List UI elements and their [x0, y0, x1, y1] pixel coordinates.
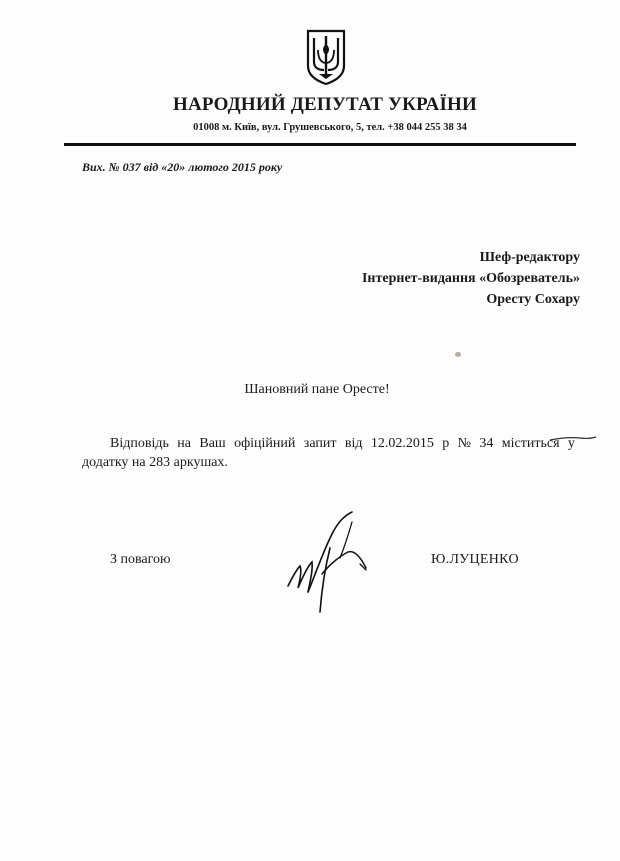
addressee-organization: Інтернет-видання «Обозреватель»: [361, 271, 580, 286]
body-word: запит: [303, 436, 337, 451]
body-word: 12.02.2015: [370, 436, 434, 451]
handwritten-signature-icon: [282, 508, 382, 616]
body-word: р: [442, 436, 450, 451]
margin-pen-stroke: [548, 432, 598, 446]
signer-name: Ю.ЛУЦЕНКО: [431, 552, 519, 567]
addressee-position: Шеф-редактору: [479, 250, 580, 265]
body-word: №: [457, 436, 472, 451]
addressee-block: [362, 247, 580, 310]
trident-coat-of-arms-icon: [305, 28, 347, 86]
greeting: Шановний пане Оресте!: [244, 382, 390, 397]
closing-phrase: З повагою: [110, 552, 171, 567]
org-address: 01008 м. Київ, вул. Грушевського, 5, тел. +38 044 255 38 34: [193, 122, 467, 133]
body-word: 34: [479, 436, 494, 451]
body-word: міститься: [501, 436, 560, 451]
paper-speck: [455, 352, 461, 357]
body-word: Відповідь: [110, 436, 169, 451]
body-word: на: [177, 436, 191, 451]
header-divider: [64, 143, 576, 146]
body-word: у: [567, 436, 575, 451]
addressee-name: Оресту Сохару: [486, 292, 580, 307]
body-word: від: [344, 436, 363, 451]
org-title: НАРОДНИЙ ДЕПУТАТ УКРАЇНИ: [172, 94, 478, 115]
outgoing-reference: Вих. № 037 від «20» лютого 2015 року: [82, 160, 283, 174]
body-word: Ваш: [199, 436, 226, 451]
body-text-line-1: [110, 436, 575, 452]
body-text-line-2: додатку на 283 аркушах.: [82, 455, 228, 470]
body-word: офіційний: [234, 436, 296, 451]
